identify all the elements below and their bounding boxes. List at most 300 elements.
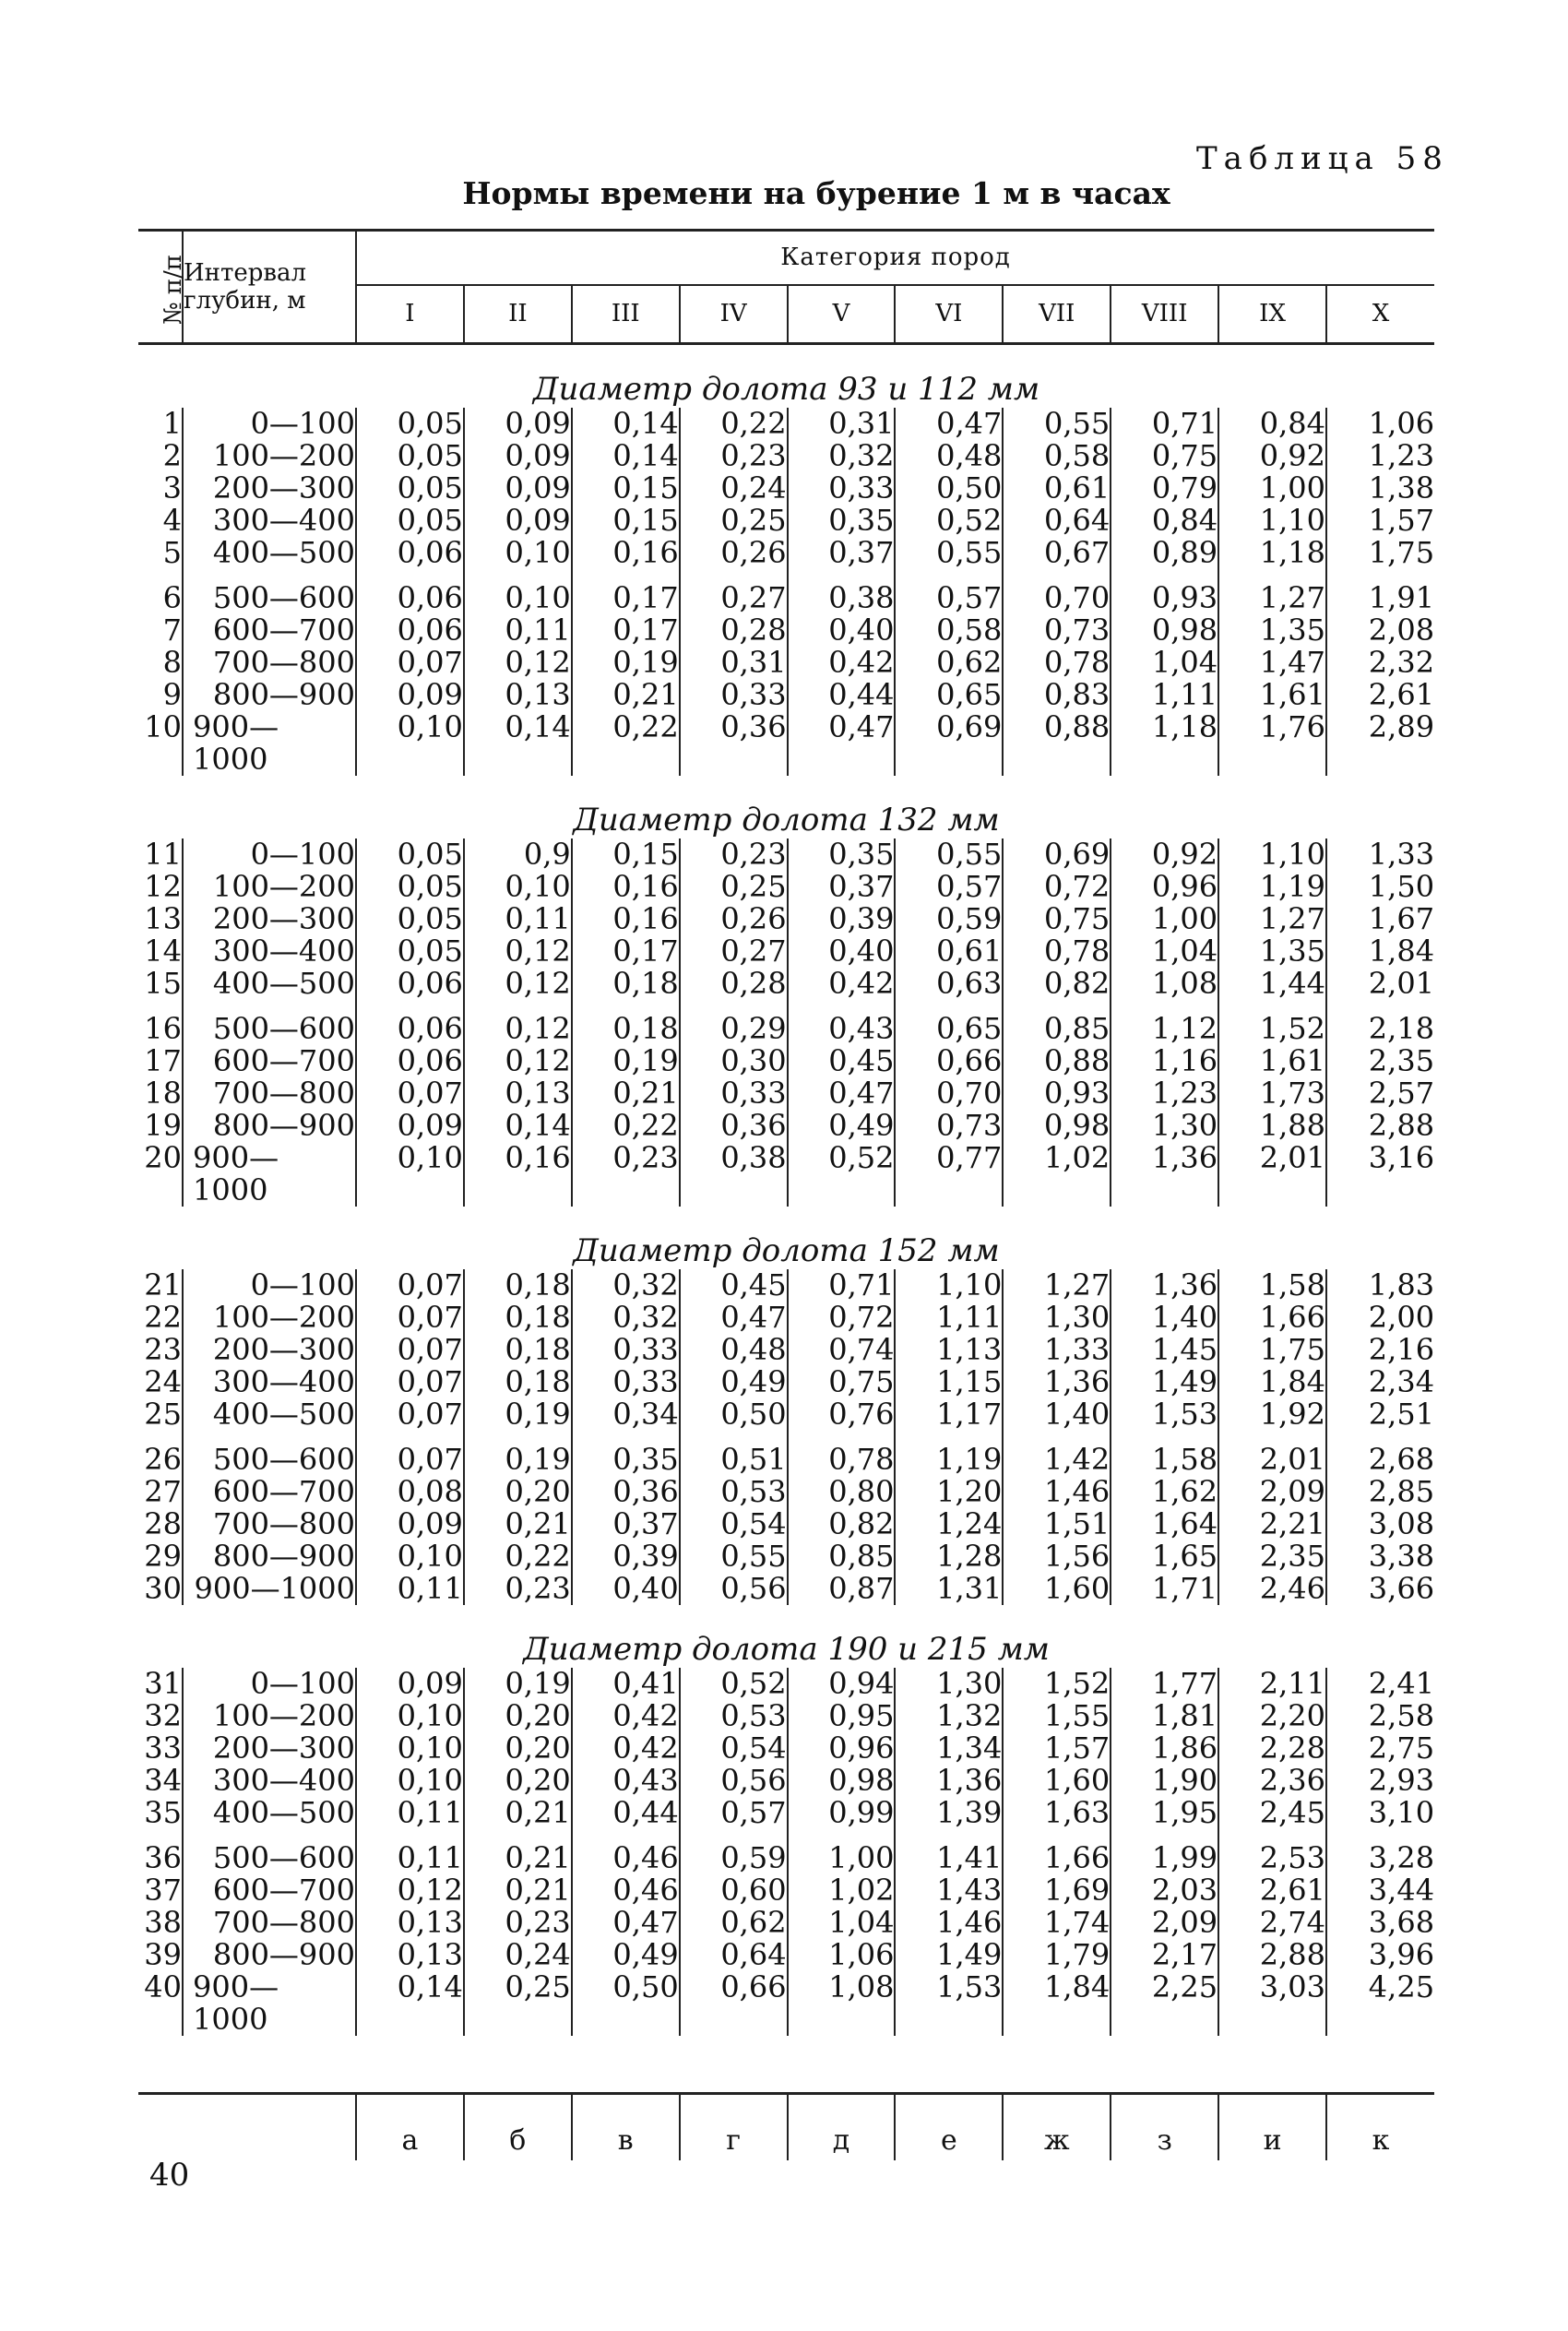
table-row <box>138 1573 1434 1605</box>
cell-value: 0,93 <box>1111 569 1218 614</box>
cell-value <box>680 743 788 776</box>
cell-value: 2,20 <box>1218 1700 1326 1732</box>
row-interval: 700—800 <box>183 647 356 679</box>
cell-value: 1,75 <box>1368 535 1435 570</box>
cell-value: 0,21 <box>572 679 680 711</box>
cell-value: 0,55 <box>895 537 1003 569</box>
cell-value: 1,86 <box>1111 1732 1218 1765</box>
cell-value: 0,09 <box>356 679 464 711</box>
cell-value: 0,27 <box>680 935 788 968</box>
table-row <box>138 440 1434 472</box>
cell-value: 0,98 <box>1003 1110 1111 1142</box>
cell-value: 1,45 <box>1111 1334 1218 1366</box>
cell-value: 1,27 <box>1218 903 1326 935</box>
cell-value <box>1326 1174 1434 1207</box>
cell-value: 0,12 <box>464 968 572 1000</box>
cell-value: 1,67 <box>1368 901 1435 936</box>
cell-value: 0,07 <box>356 1431 464 1476</box>
cell-value: 0,22 <box>680 408 788 440</box>
cell-value: 2,17 <box>1111 1939 1218 1971</box>
cell-value: 3,28 <box>1368 1840 1435 1875</box>
table-row <box>138 1431 1434 1476</box>
row-interval: 300—400 <box>183 505 356 537</box>
cell-value: 0,52 <box>788 1142 896 1174</box>
cell-value: 0,85 <box>788 1540 896 1573</box>
cell-value: 1,10 <box>1218 838 1326 871</box>
footer-letter: г <box>680 2094 788 2161</box>
cell-value: 0,11 <box>356 1797 464 1829</box>
cell-value: 0,47 <box>680 1302 788 1334</box>
cell-value: 2,01 <box>1218 1142 1326 1174</box>
row-number: 33 <box>138 1732 183 1765</box>
cell-value: 1,73 <box>1218 1077 1326 1110</box>
cell-value <box>1003 743 1111 776</box>
cell-value <box>1003 1174 1111 1207</box>
cell-value: 0,61 <box>1003 472 1111 505</box>
row-number: 34 <box>138 1765 183 1797</box>
cell-value: 2,45 <box>1218 1797 1326 1829</box>
cell-value: 0,32 <box>572 1269 680 1302</box>
cell-value: 0,23 <box>680 838 788 871</box>
cell-value: 0,07 <box>356 1334 464 1366</box>
row-interval: 300—400 <box>183 1765 356 1797</box>
cell-value: 1,08 <box>788 1971 896 2004</box>
cell-value: 0,98 <box>788 1765 896 1797</box>
cell-value: 0,70 <box>895 1077 1003 1110</box>
cell-value: 0,62 <box>680 1907 788 1939</box>
header-category-4: IV <box>680 285 788 344</box>
cell-value: 1,02 <box>1003 1142 1111 1174</box>
norms-table <box>138 229 1434 2036</box>
row-number: 11 <box>138 838 183 871</box>
cell-value: 1,04 <box>788 1907 896 1939</box>
cell-value: 2,58 <box>1368 1698 1435 1733</box>
cell-value: 1,35 <box>1218 935 1326 968</box>
cell-value: 2,32 <box>1368 645 1435 680</box>
cell-value: 0,54 <box>680 1732 788 1765</box>
cell-value: 0,14 <box>464 1110 572 1142</box>
cell-value: 0,31 <box>680 647 788 679</box>
row-number <box>138 743 183 776</box>
cell-value: 0,09 <box>464 440 572 472</box>
cell-value: 0,14 <box>356 1971 464 2004</box>
header-category-3: III <box>572 285 680 344</box>
cell-value: 0,09 <box>356 1668 464 1700</box>
cell-value: 0,12 <box>464 647 572 679</box>
cell-value: 2,03 <box>1111 1874 1218 1907</box>
cell-value: 1,95 <box>1111 1797 1218 1829</box>
cell-value <box>1003 2004 1111 2036</box>
cell-value: 0,38 <box>788 569 896 614</box>
table-header <box>138 231 1434 344</box>
row-number: 37 <box>138 1874 183 1907</box>
row-interval: 800—900 <box>183 679 356 711</box>
cell-value: 3,03 <box>1218 1971 1326 2004</box>
cell-value: 0,39 <box>788 903 896 935</box>
cell-value: 1,57 <box>1368 503 1435 538</box>
cell-value: 2,88 <box>1218 1939 1326 1971</box>
row-number: 39 <box>138 1939 183 1971</box>
cell-value: 0,27 <box>680 569 788 614</box>
cell-value: 0,09 <box>356 1110 464 1142</box>
cell-value: 0,66 <box>895 1045 1003 1077</box>
cell-value <box>464 1174 572 1207</box>
cell-value: 0,26 <box>680 903 788 935</box>
row-number: 29 <box>138 1540 183 1573</box>
cell-value: 0,42 <box>788 968 896 1000</box>
cell-value: 2,28 <box>1218 1732 1326 1765</box>
row-number: 36 <box>138 1829 183 1874</box>
cell-value: 0,18 <box>572 968 680 1000</box>
cell-value: 0,10 <box>356 1142 464 1174</box>
cell-value: 0,99 <box>788 1797 896 1829</box>
cell-value: 0,61 <box>895 935 1003 968</box>
cell-value: 0,25 <box>680 871 788 903</box>
row-interval: 100—200 <box>183 871 356 903</box>
cell-value: 3,16 <box>1368 1140 1435 1175</box>
cell-value <box>680 1174 788 1207</box>
cell-value: 1,41 <box>895 1829 1003 1874</box>
cell-value: 0,33 <box>572 1334 680 1366</box>
table-row <box>138 1732 1434 1765</box>
cell-value: 0,25 <box>680 505 788 537</box>
cell-value: 2,57 <box>1368 1076 1435 1111</box>
row-interval: 100—200 <box>183 1700 356 1732</box>
cell-value: 0,21 <box>464 1829 572 1874</box>
cell-value: 0,52 <box>895 505 1003 537</box>
section-title: Диаметр долота 152 мм <box>573 1232 1000 1269</box>
table-row <box>138 1334 1434 1366</box>
cell-value: 1,23 <box>1111 1077 1218 1110</box>
cell-value: 1,20 <box>895 1476 1003 1508</box>
page-number: 40 <box>149 2157 190 2194</box>
row-interval: 500—600 <box>183 1829 356 1874</box>
cell-value: 0,09 <box>464 505 572 537</box>
table-row <box>138 1174 1434 1207</box>
cell-value: 0,19 <box>464 1431 572 1476</box>
cell-value: 0,22 <box>572 1110 680 1142</box>
header-category-10: X <box>1326 285 1434 344</box>
row-number: 16 <box>138 1000 183 1045</box>
cell-value: 0,23 <box>572 1142 680 1174</box>
cell-value: 0,66 <box>680 1971 788 2004</box>
cell-value: 0,18 <box>464 1366 572 1398</box>
row-interval: 900— <box>183 1971 356 2004</box>
cell-value: 1,61 <box>1218 1045 1326 1077</box>
header-number: № п/п <box>138 231 183 344</box>
cell-value: 0,85 <box>1003 1000 1111 1045</box>
cell-value: 0,51 <box>680 1431 788 1476</box>
cell-value: 0,05 <box>356 408 464 440</box>
cell-value: 1,10 <box>895 1269 1003 1302</box>
cell-value: 0,15 <box>572 505 680 537</box>
cell-value <box>1218 1174 1326 1207</box>
table-row <box>138 838 1434 871</box>
footer-letters-row <box>138 2092 1434 2160</box>
cell-value: 0,05 <box>356 505 464 537</box>
cell-value <box>1111 743 1218 776</box>
cell-value <box>788 2004 896 2036</box>
cell-value: 0,10 <box>356 1765 464 1797</box>
row-interval: 400—500 <box>183 1398 356 1431</box>
row-number: 7 <box>138 614 183 647</box>
cell-value: 0,43 <box>788 1000 896 1045</box>
table-title: Нормы времени на бурение 1 м в часах <box>462 175 1170 211</box>
cell-value: 0,10 <box>464 569 572 614</box>
row-interval: 100—200 <box>183 440 356 472</box>
cell-value: 0,53 <box>680 1476 788 1508</box>
footer-letter: д <box>788 2094 896 2161</box>
cell-value: 0,31 <box>788 408 896 440</box>
cell-value: 0,64 <box>1003 505 1111 537</box>
cell-value: 1,23 <box>1368 438 1435 473</box>
cell-value <box>1218 2004 1326 2036</box>
cell-value: 0,18 <box>464 1302 572 1334</box>
cell-value: 1,60 <box>1003 1573 1111 1605</box>
cell-value: 0,11 <box>356 1829 464 1874</box>
cell-value: 0,24 <box>464 1939 572 1971</box>
cell-value: 1,65 <box>1111 1540 1218 1573</box>
cell-value: 3,38 <box>1368 1539 1435 1574</box>
cell-value: 1,12 <box>1111 1000 1218 1045</box>
cell-value: 0,48 <box>680 1334 788 1366</box>
cell-value: 1,00 <box>1218 472 1326 505</box>
cell-value: 1,74 <box>1003 1907 1111 1939</box>
cell-value <box>464 743 572 776</box>
cell-value: 1,28 <box>895 1540 1003 1573</box>
row-number: 10 <box>138 711 183 743</box>
cell-value: 1,36 <box>895 1765 1003 1797</box>
cell-value <box>1218 743 1326 776</box>
cell-value: 0,96 <box>788 1732 896 1765</box>
cell-value: 0,33 <box>680 1077 788 1110</box>
cell-value: 0,19 <box>572 1045 680 1077</box>
cell-value <box>356 1174 464 1207</box>
cell-value: 0,78 <box>1003 647 1111 679</box>
table-row <box>138 1797 1434 1829</box>
cell-value: 3,66 <box>1368 1571 1435 1606</box>
cell-value: 0,30 <box>680 1045 788 1077</box>
cell-value: 1,55 <box>1003 1700 1111 1732</box>
cell-value: 2,35 <box>1218 1540 1326 1573</box>
table-row <box>138 1700 1434 1732</box>
cell-value: 0,73 <box>1003 614 1111 647</box>
row-number: 20 <box>138 1142 183 1174</box>
cell-value: 2,41 <box>1368 1666 1435 1701</box>
table-row <box>138 1000 1434 1045</box>
header-category-1: I <box>356 285 464 344</box>
cell-value: 0,28 <box>680 968 788 1000</box>
table-row <box>138 1907 1434 1939</box>
row-number: 22 <box>138 1302 183 1334</box>
row-interval: 0—100 <box>183 1269 356 1302</box>
row-interval: 100—200 <box>183 1302 356 1334</box>
cell-value: 0,21 <box>464 1874 572 1907</box>
row-number: 23 <box>138 1334 183 1366</box>
row-interval: 600—700 <box>183 1874 356 1907</box>
cell-value: 2,08 <box>1368 612 1435 648</box>
row-interval: 1000 <box>183 1174 356 1207</box>
cell-value: 1,53 <box>1111 1398 1218 1431</box>
cell-value: 1,66 <box>1218 1302 1326 1334</box>
cell-value: 0,55 <box>680 1540 788 1573</box>
cell-value: 0,05 <box>356 440 464 472</box>
cell-value: 1,52 <box>1218 1000 1326 1045</box>
table-row <box>138 711 1434 743</box>
cell-value: 1,40 <box>1111 1302 1218 1334</box>
row-number: 31 <box>138 1668 183 1700</box>
cell-value: 0,28 <box>680 614 788 647</box>
cell-value: 1,18 <box>1111 711 1218 743</box>
cell-value: 2,61 <box>1218 1874 1326 1907</box>
cell-value: 0,14 <box>572 408 680 440</box>
header-category-6: VI <box>895 285 1003 344</box>
cell-value: 1,47 <box>1218 647 1326 679</box>
row-number: 38 <box>138 1907 183 1939</box>
row-number: 21 <box>138 1269 183 1302</box>
cell-value: 0,15 <box>572 472 680 505</box>
cell-value: 1,11 <box>895 1302 1003 1334</box>
cell-value: 0,16 <box>572 903 680 935</box>
cell-value: 0,13 <box>356 1907 464 1939</box>
row-interval: 300—400 <box>183 935 356 968</box>
cell-value: 0,89 <box>1111 537 1218 569</box>
table-row <box>138 537 1434 569</box>
cell-value: 0,72 <box>788 1302 896 1334</box>
cell-value: 1,02 <box>788 1874 896 1907</box>
cell-value: 2,53 <box>1218 1829 1326 1874</box>
cell-value <box>895 1174 1003 1207</box>
cell-value: 0,24 <box>680 472 788 505</box>
row-number: 6 <box>138 569 183 614</box>
cell-value: 0,17 <box>572 569 680 614</box>
table-row <box>138 1476 1434 1508</box>
cell-value: 0,23 <box>464 1907 572 1939</box>
cell-value: 2,46 <box>1218 1573 1326 1605</box>
cell-value: 1,46 <box>1003 1476 1111 1508</box>
cell-value <box>895 2004 1003 2036</box>
cell-value: 1,24 <box>895 1508 1003 1540</box>
cell-value: 1,04 <box>1111 647 1218 679</box>
cell-value: 2,18 <box>1368 1011 1435 1046</box>
cell-value <box>464 2004 572 2036</box>
footer-letter: б <box>464 2094 572 2161</box>
cell-value: 0,11 <box>464 614 572 647</box>
header-category-5: V <box>788 285 896 344</box>
cell-value: 0,69 <box>1003 838 1111 871</box>
cell-value <box>788 743 896 776</box>
cell-value: 0,21 <box>572 1077 680 1110</box>
cell-value: 0,09 <box>464 408 572 440</box>
cell-value: 0,47 <box>895 408 1003 440</box>
footer-letter: з <box>1111 2094 1218 2161</box>
cell-value: 0,37 <box>572 1508 680 1540</box>
cell-value: 1,76 <box>1218 711 1326 743</box>
cell-value: 0,07 <box>356 647 464 679</box>
cell-value: 0,14 <box>572 440 680 472</box>
table-row <box>138 1302 1434 1334</box>
cell-value: 0,10 <box>356 1700 464 1732</box>
footer-empty <box>138 2094 183 2161</box>
row-interval: 400—500 <box>183 537 356 569</box>
row-interval: 200—300 <box>183 1732 356 1765</box>
cell-value: 0,45 <box>680 1269 788 1302</box>
cell-value: 1,64 <box>1111 1508 1218 1540</box>
table-row <box>138 1508 1434 1540</box>
cell-value: 0,13 <box>464 679 572 711</box>
cell-value: 0,59 <box>895 903 1003 935</box>
row-interval: 800—900 <box>183 1540 356 1573</box>
cell-value: 2,88 <box>1368 1108 1435 1143</box>
cell-value: 3,08 <box>1368 1506 1435 1541</box>
cell-value: 0,20 <box>464 1732 572 1765</box>
cell-value: 1,99 <box>1111 1829 1218 1874</box>
cell-value: 1,16 <box>1111 1045 1218 1077</box>
row-interval: 800—900 <box>183 1939 356 1971</box>
cell-value: 1,79 <box>1003 1939 1111 1971</box>
cell-value: 3,44 <box>1368 1873 1435 1908</box>
table-row <box>138 679 1434 711</box>
cell-value: 0,13 <box>464 1077 572 1110</box>
cell-value: 0,75 <box>1003 903 1111 935</box>
cell-value: 0,70 <box>1003 569 1111 614</box>
cell-value: 0,48 <box>895 440 1003 472</box>
cell-value: 0,9 <box>464 838 572 871</box>
table-row <box>138 1939 1434 1971</box>
cell-value: 0,12 <box>356 1874 464 1907</box>
row-number: 17 <box>138 1045 183 1077</box>
cell-value <box>895 743 1003 776</box>
cell-value: 1,90 <box>1111 1765 1218 1797</box>
cell-value: 0,07 <box>356 1302 464 1334</box>
cell-value: 2,93 <box>1368 1763 1435 1798</box>
cell-value: 0,35 <box>788 505 896 537</box>
cell-value: 1,10 <box>1218 505 1326 537</box>
cell-value: 1,84 <box>1003 1971 1111 2004</box>
cell-value: 4,25 <box>1368 1969 1435 2004</box>
cell-value: 0,40 <box>788 614 896 647</box>
row-number: 5 <box>138 537 183 569</box>
table-row <box>138 1398 1434 1431</box>
cell-value: 1,06 <box>1368 406 1435 441</box>
cell-value: 0,25 <box>464 1971 572 2004</box>
cell-value: 2,00 <box>1368 1300 1435 1335</box>
section-title: Диаметр долота 190 и 215 мм <box>523 1631 1050 1668</box>
cell-value: 0,43 <box>572 1765 680 1797</box>
cell-value: 0,23 <box>680 440 788 472</box>
cell-value: 0,84 <box>1218 408 1326 440</box>
cell-value: 1,84 <box>1368 934 1435 969</box>
cell-value: 1,57 <box>1003 1732 1111 1765</box>
cell-value: 0,57 <box>895 569 1003 614</box>
cell-value: 0,52 <box>680 1668 788 1700</box>
cell-value: 1,04 <box>1111 935 1218 968</box>
cell-value: 0,78 <box>788 1431 896 1476</box>
row-number: 25 <box>138 1398 183 1431</box>
table-row <box>138 569 1434 614</box>
cell-value <box>788 1174 896 1207</box>
table-row <box>138 1540 1434 1573</box>
cell-value: 0,96 <box>1111 871 1218 903</box>
cell-value: 0,53 <box>680 1700 788 1732</box>
cell-value <box>356 2004 464 2036</box>
table-row <box>138 871 1434 903</box>
cell-value <box>356 743 464 776</box>
cell-value: 1,49 <box>895 1939 1003 1971</box>
cell-value: 0,39 <box>572 1540 680 1573</box>
cell-value: 0,77 <box>895 1142 1003 1174</box>
cell-value: 0,42 <box>788 647 896 679</box>
